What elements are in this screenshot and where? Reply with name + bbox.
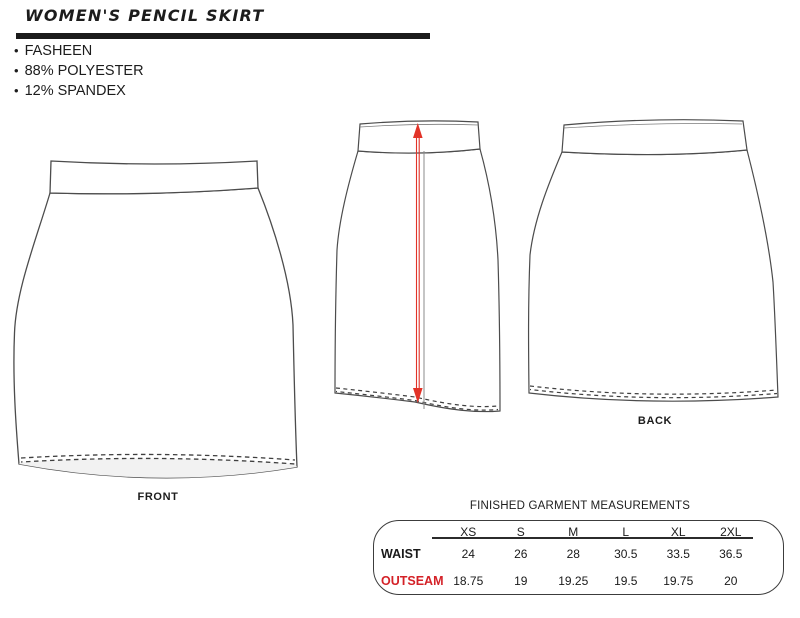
size-column-header: S: [516, 524, 525, 539]
measurement-cell: 18.75: [453, 573, 484, 588]
back-view-sketch: [520, 105, 790, 435]
measurement-cell: 24: [461, 546, 475, 561]
back-view-label: BACK: [637, 415, 673, 427]
measurement-cell: 36.5: [719, 546, 743, 561]
skirt-body: [529, 150, 778, 401]
measurement-cell: 28: [566, 546, 580, 561]
measurement-cell: 33.5: [666, 546, 690, 561]
material-label: 12% SPANDEX: [24, 83, 126, 99]
size-column-header: L: [622, 524, 630, 539]
measurements-table: [373, 520, 784, 595]
material-item: [14, 61, 144, 81]
title-underline-bar: [16, 33, 430, 39]
skirt-body: [14, 188, 297, 478]
measurement-cell: 19: [514, 573, 528, 588]
measurement-cell: 19.75: [663, 573, 694, 588]
measurements-table-title: FINISHED GARMENT MEASUREMENTS: [469, 500, 691, 512]
material-item: [14, 41, 144, 61]
side-view-sketch: [330, 110, 510, 420]
material-label: 88% POLYESTER: [24, 63, 144, 79]
size-column-header: XS: [460, 524, 477, 539]
measurement-cell: 19.25: [558, 573, 589, 588]
materials-list: [14, 41, 144, 101]
measurement-cell: 26: [514, 546, 528, 561]
row-label-waist: WAIST: [381, 546, 421, 561]
bullet-icon: •: [14, 63, 19, 78]
material-item: [14, 81, 144, 101]
front-view-sketch: [8, 155, 308, 500]
bullet-icon: •: [14, 43, 19, 58]
measurement-cell: 20: [724, 573, 738, 588]
bullet-icon: •: [14, 83, 19, 98]
row-label-outseam: OUTSEAM: [381, 573, 444, 588]
waistband: [50, 161, 258, 194]
measurement-cell: 30.5: [614, 546, 638, 561]
waistband: [562, 120, 747, 155]
front-view-label: FRONT: [137, 491, 179, 503]
page-title: WOMEN'S PENCIL SKIRT: [25, 6, 265, 25]
size-column-header: M: [568, 524, 579, 539]
skirt-body: [335, 149, 500, 412]
size-column-header: XL: [670, 524, 686, 539]
measurement-cell: 19.5: [614, 573, 638, 588]
size-column-header: 2XL: [720, 524, 742, 539]
material-label: FASHEEN: [24, 43, 93, 59]
